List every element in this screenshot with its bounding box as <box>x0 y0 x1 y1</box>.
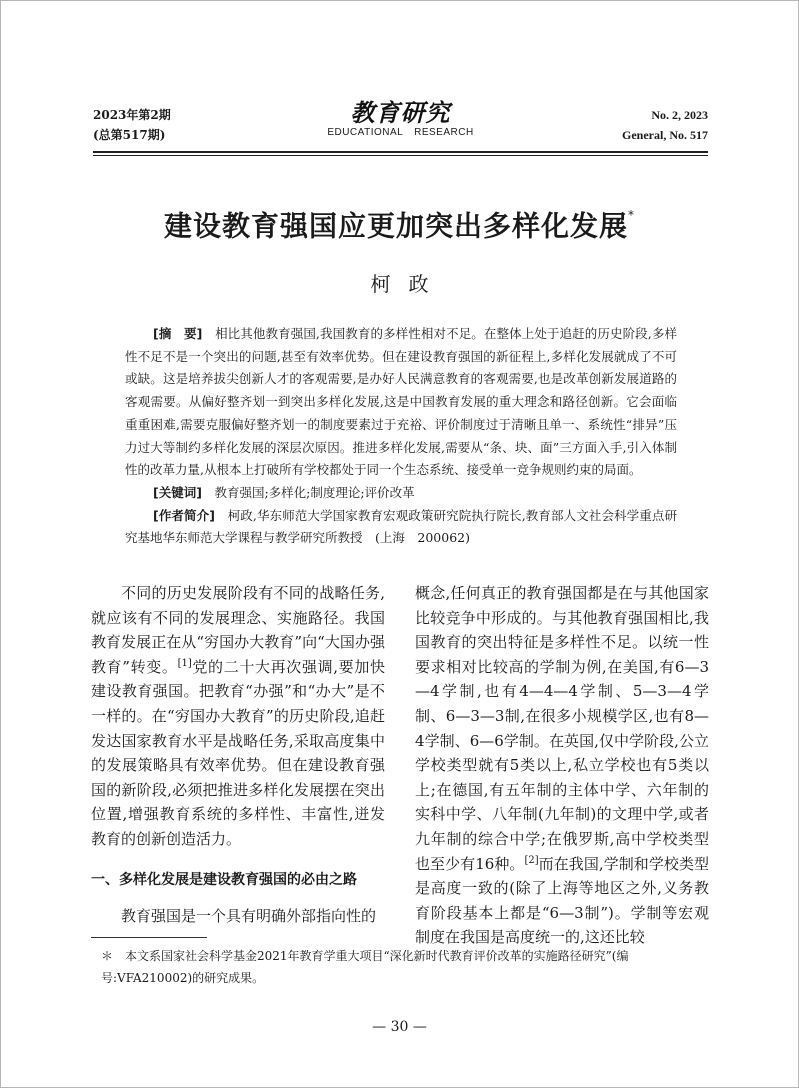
journal-header <box>93 98 708 155</box>
keywords-line <box>125 482 677 505</box>
body-paragraph-3 <box>415 581 709 950</box>
body-text: 概念,任何真正的教育强国都是在与其他国家比较竞争中形成的。与其他教育强国相比,我国教育的突出特征是多样性不足。以统一性要求相对比较高的学制为例,在美国,有6—3—4学制,也有4—4—4学制、5—3—4学制、6—3—3制,在很多小规模学区,也有8—4学制、6—6学制。在英国,仅中学阶段,公立学校类型就有5类以上,私立学校也有5类以上;在德国,有五年制的主体中学、六年制的实科中学、八年制(九年制)的文理中学,或者九年制的综合中学;在俄罗斯,高中学校类型也至少有16种。 <box>415 584 709 873</box>
abstract-paragraph <box>125 323 677 482</box>
author-bio-label: [作者简介] <box>153 507 215 523</box>
abstract-block <box>125 323 677 550</box>
issue-info-left <box>93 105 171 145</box>
general-number-en: General, No. 517 <box>622 128 708 142</box>
journal-logo: 教育研究 <box>350 98 451 127</box>
article-author: 柯政 <box>370 272 447 296</box>
title-footnote-mark: * <box>628 208 635 222</box>
body-text: 而在我国,学制和学校类型是高度一致的(除了上海等地区之外,义务教育阶段基本上都是“6—3制”)。学制等宏观制度在我国是高度统一的,这还比较 <box>415 854 709 947</box>
footnote-text: ＊ 本文系国家社会科学基金2021年教育学重大项目“深化新时代教育评价改革的实施路径研究”(编号:VFA210002)的研究成果。 <box>101 949 629 985</box>
keywords-label: [关键词] <box>153 484 202 500</box>
article-title-text: 建设教育强国应更加突出多样化发展 <box>163 209 628 243</box>
citation-ref-2: [2] <box>524 854 539 866</box>
total-issue-number: (总第517期) <box>93 128 166 142</box>
header-rule-thick <box>93 151 708 153</box>
body-column-right <box>415 581 709 950</box>
issue-info-right <box>622 105 708 145</box>
header-rule-thin <box>93 155 708 156</box>
body-column-left <box>91 581 385 928</box>
journal-english-name: EDUCATIONAL RESEARCH <box>327 127 474 138</box>
body-text: 党的二十大再次强调,要加快建设教育强国。把教育“办强”和“办大”是不一样的。在“穷国办大教育”的历史阶段,追赶发达国家教育水平是战略任务,采取高度集中的发展策略具有效率优势。但在建设教育强国的新阶段,必须把推进多样化发展摆在突出位置,增强教育系统的多样性、丰富性,迸发教育的创新创造活力。 <box>91 657 385 848</box>
section-heading-1: 一、多样化发展是建设教育强国的必由之路 <box>91 871 357 888</box>
author-bio-text: 柯政,华东师范大学国家教育宏观政策研究院执行院长,教育部人文社会科学重点研究基地华东师范大学课程与教学研究所教授 (上海 200062) <box>125 507 677 546</box>
journal-masthead <box>327 99 473 139</box>
issue-number-en: No. 2, 2023 <box>651 108 708 122</box>
abstract-label: [摘 要] <box>153 326 203 341</box>
footnote-rule <box>91 937 207 938</box>
citation-ref-1: [1] <box>177 657 192 669</box>
body-text: 不同的历史发展阶段有不同的战略任务,就应该有不同的发展理念、实施路径。我国教育发展正在从“穷国办大教育”向“大国办强教育”转变。 <box>91 584 385 676</box>
keywords-text: 教育强国;多样化;制度理论;评价改革 <box>214 484 415 500</box>
footnote <box>101 945 701 989</box>
body-paragraph-2: 教育强国是一个具有明确外部指向性的 <box>121 906 377 925</box>
issue-number: 2023年第2期 <box>93 108 171 122</box>
abstract-text: 相比其他教育强国,我国教育的多样性相对不足。在整体上处于追赶的历史阶段,多样性不足不是一个突出的问题,甚至有效率优势。但在建设教育强国的新征程上,多样化发展就成了不可或缺。这是培养拔尖创新人才的客观需要,是办好人民满意教育的客观需要,也是改革创新发展道路的客观需要。从偏好整齐划一到突出多样化发展,这是中国教育发展的重大理念和路径创新。它会面临重重困难,需要克服偏好整齐划一的制度要素过于充裕、评价制度过于清晰且单一、系统性“排异”压力过大等制约多样化发展的深层次原因。推进多样化发展,需要从“条、块、面”三方面入手,引入体制性的改革力量,从根本上打破所有学校都处于同一个生态系统、接受单一竞争规则约束的局面。 <box>125 326 677 478</box>
author-bio-paragraph <box>125 505 677 550</box>
page-number: — 30 — <box>372 1019 427 1035</box>
article-title <box>1 201 798 246</box>
body-paragraph-1 <box>91 581 385 852</box>
